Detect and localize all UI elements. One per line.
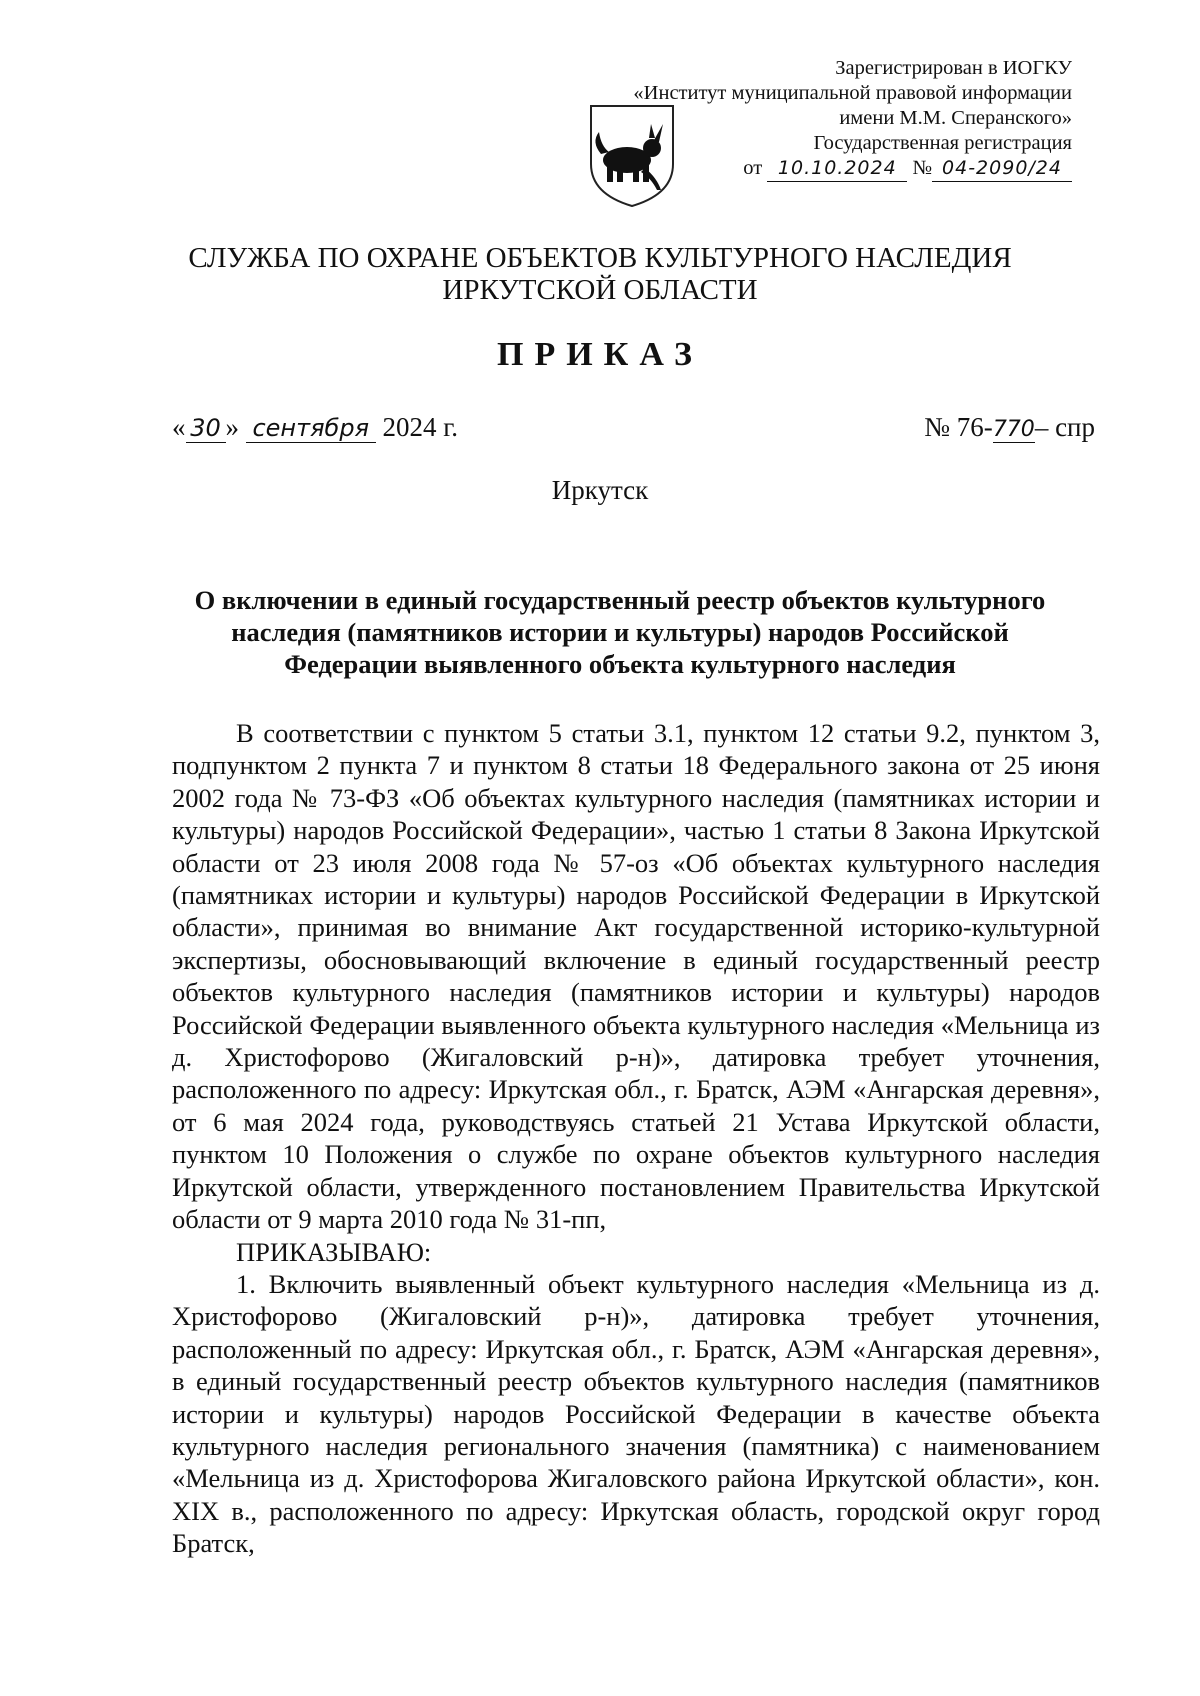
irkutsk-coat-of-arms-icon	[587, 102, 677, 208]
registration-date: 10.10.2024	[767, 156, 907, 182]
organization-line-2: ИРКУТСКОЙ ОБЛАСТИ	[442, 274, 758, 306]
registration-line-1: Зарегистрирован в ИОГКУ	[835, 57, 1072, 79]
registration-date-prefix: от	[743, 157, 763, 179]
document-body	[172, 717, 1100, 1560]
registration-line-5	[633, 156, 1072, 182]
registration-number: 04-2090/24	[932, 156, 1072, 182]
order-date	[172, 412, 458, 443]
registration-number-prefix: №	[912, 157, 932, 179]
organization-name	[0, 242, 1200, 306]
order-date-month: сентября	[246, 414, 376, 443]
document-heading: О включении в единый государственный реестр объектов культурного наследия (памятников истории и культуры) народов Российской Федерации выявленного объекта культурного наследия	[194, 585, 1046, 679]
order-number-suffix: – спр	[1034, 412, 1095, 442]
order-date-close-quote: »	[225, 412, 239, 442]
order-number-prefix: № 76-	[924, 412, 993, 442]
order-date-open-quote: «	[172, 412, 186, 442]
body-paragraph-preamble: В соответствии с пунктом 5 статьи 3.1, пунктом 12 статьи 9.2, пунктом 3, подпунктом 2 пункта 7 и пунктом 8 статьи 18 Федерального закона от 25 июня 2002 года № 73-ФЗ «Об объектах культурного наследия (памятниках истории и культуры) народов Российской Федерации», частью 1 статьи 8 Закона Иркутской области от 23 июля 2008 года № 57-оз «Об объектах культурного наследия (памятниках истории и культуры) народов Российской Федерации в Иркутской области», принимая во внимание Акт государственной историко-культурной экспертизы, обосновывающий включение в единый государственный реестр объектов культурного наследия (памятников истории и культуры) народов Российской Федерации выявленного объекта культурного наследия «Мельница из д. Христофорово (Жигаловский р-н)», датировка требует уточнения, расположенного по адресу: Иркутская обл., г. Братск, АЭМ «Ангарская деревня», от 6 мая 2024 года, руководствуясь статьей 21 Устава Иркутской области, пунктом 10 Положения о службе по охране объектов культурного наследия Иркутской области, утвержденного постановлением Правительства Иркутской области от 9 марта 2010 года № 31-пп,	[172, 718, 1100, 1235]
order-date-day: 30	[186, 414, 226, 443]
registration-line-4: Государственная регистрация	[813, 132, 1072, 154]
order-number-handwritten: 770	[992, 417, 1035, 442]
order-word: ПРИКАЗЫВАЮ:	[236, 1236, 432, 1267]
registration-stamp	[633, 56, 1072, 182]
city-name: Иркутск	[551, 475, 649, 505]
organization-line-1: СЛУЖБА ПО ОХРАНЕ ОБЪЕКТОВ КУЛЬТУРНОГО НАСЛЕДИЯ	[188, 242, 1012, 274]
registration-line-3: имени М.М. Сперанского»	[839, 107, 1072, 129]
document-title: ПРИКАЗ	[497, 336, 703, 373]
registration-line-2: «Институт муниципальной правовой информации	[633, 82, 1072, 104]
body-item-1: 1. Включить выявленный объект культурного наследия «Мельница из д. Христофорово (Жигаловский р-н)», датировка требует уточнения, расположенный по адресу: Иркутская обл., г. Братск, АЭМ «Ангарская деревня», в единый государственный реестр объектов культурного наследия (памятников истории и культуры) народов Российской Федерации в качестве объекта культурного наследия регионального значения (памятника) с наименованием «Мельница из д. Христофорова Жигаловского района Иркутской области», кон. XIX в., расположенного по адресу: Иркутская область, городской округ город Братск,	[172, 1268, 1100, 1559]
order-date-year: 2024 г.	[382, 412, 459, 442]
order-number	[924, 412, 1095, 443]
